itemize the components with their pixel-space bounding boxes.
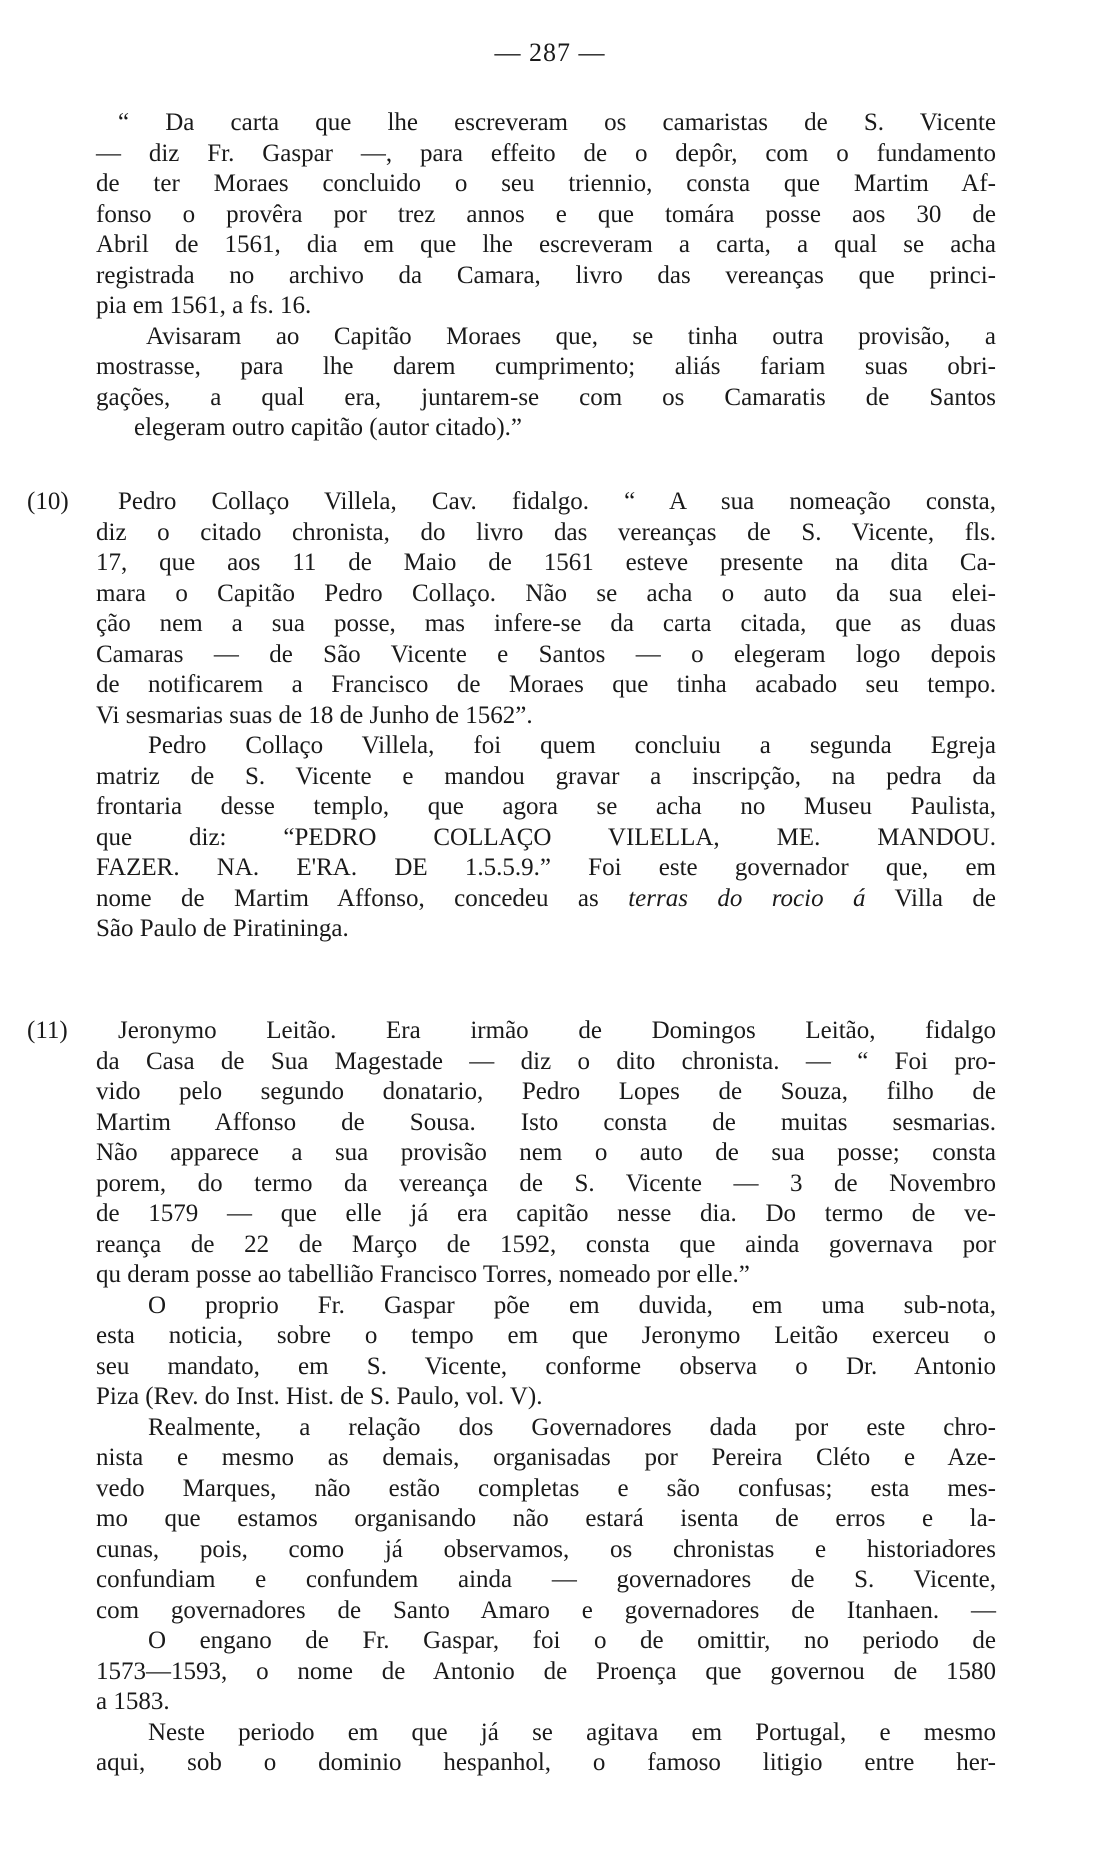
text-line: seu mandato, em S. Vicente, conforme observa o Dr. Antonio [96, 1352, 996, 1380]
text-line: vedo Marques, não estão completas e são confusas; esta mes- [96, 1474, 996, 1502]
text-line: de 1579 — que elle já era capitão nesse dia. Do termo de ve- [96, 1200, 996, 1227]
text-line: O proprio Fr. Gaspar põe em duvida, em uma sub-nota, [148, 1291, 996, 1319]
text-line: da Casa de Sua Magestade — diz o dito chronista. — “ Foi pro- [96, 1047, 996, 1075]
text-line: cunas, pois, como já observamos, os chronistas e historiadores [96, 1535, 996, 1563]
text-line: que diz: “PEDRO COLLAÇO VILELLA, ME. MANDOU. [96, 823, 996, 851]
quote-block [96, 108, 996, 444]
text-line: a 1583. [96, 1688, 170, 1715]
italic-text: á [853, 884, 866, 912]
text-line: “ Da carta que lhe escreveram os camaristas de S. Vicente [118, 109, 996, 136]
text-line: Vi sesmarias suas de 18 de Junho de 1562”. [96, 701, 533, 729]
text-line: ção nem a sua posse, mas infere-se da carta citada, que as duas [96, 610, 996, 637]
text-line: Neste periodo em que já se agitava em Portugal, e mesmo [148, 1718, 996, 1746]
text-line: aqui, sob o dominio hespanhol, o famoso litigio entre her- [96, 1749, 996, 1776]
page-number: — 287 — [494, 38, 606, 67]
text-line: mara o Capitão Pedro Collaço. Não se acha o auto da sua elei- [96, 579, 996, 607]
text-line-mixed [96, 884, 996, 915]
text-line: Pedro Collaço Villela, Cav. fidalgo. “ A sua nomeação consta, [118, 488, 996, 515]
text-line: esta noticia, sobre o tempo em que Jeronymo Leitão exerceu o [96, 1322, 996, 1349]
text-line: Jeronymo Leitão. Era irmão de Domingos Leitão, fidalgo [118, 1017, 996, 1044]
text-segment: Villa de [894, 884, 996, 912]
text-line: vido pelo segundo donatario, Pedro Lopes de Souza, filho de [96, 1078, 996, 1105]
text-line: 17, que aos 11 de Maio de 1561 esteve presente na dita Ca- [96, 549, 996, 576]
text-line: elegeram outro capitão (autor citado).” [134, 414, 523, 441]
text-line: Avisaram ao Capitão Moraes que, se tinha outra provisão, a [146, 322, 996, 350]
text-line: fonso o provêra por trez annos e que tomára posse aos 30 de [96, 200, 996, 228]
text-line: Abril de 1561, dia em que lhe escreveram a carta, a qual se acha [96, 231, 996, 258]
text-line: diz o citado chronista, do livro das vereanças de S. Vicente, fls. [96, 518, 996, 546]
text-line: Camaras — de São Vicente e Santos — o elegeram logo depois [96, 640, 996, 668]
text-line: São Paulo de Piratininga. [96, 915, 349, 942]
text-line: O engano de Fr. Gaspar, foi o de omittir, no periodo de [148, 1627, 996, 1654]
text-line: Não apparece a sua provisão nem o auto de sua posse; consta [96, 1139, 996, 1166]
text-line: porem, do termo da vereança de S. Vicente — 3 de Novembro [96, 1169, 996, 1197]
text-line: de notificarem a Francisco de Moraes que tinha acabado seu tempo. [96, 671, 996, 698]
footnote-marker: (11) [27, 1017, 68, 1044]
footnote-marker: (10) [27, 488, 69, 515]
footnote-10 [27, 487, 996, 945]
text-line: registrada no archivo da Camara, livro das vereanças que princi- [96, 261, 996, 289]
text-line: confundiam e confundem ainda — governadores de S. Vicente, [96, 1566, 996, 1593]
text-line: pia em 1561, a fs. 16. [96, 292, 312, 319]
text-line: mo que estamos organisando não estará isenta de erros e la- [96, 1505, 996, 1532]
text-line: 1573—1593, o nome de Antonio de Proença que governou de 1580 [96, 1657, 996, 1685]
text-line: de ter Moraes concluido o seu triennio, consta que Martim Af- [96, 170, 996, 197]
italic-text: terras do rocio [628, 884, 824, 912]
text-line: mostrasse, para lhe darem cumprimento; aliás fariam suas obri- [96, 353, 996, 380]
text-line: — diz Fr. Gaspar —, para effeito de o depôr, com o fundamento [96, 139, 996, 167]
text-line: Pedro Collaço Villela, foi quem concluiu a segunda Egreja [148, 732, 996, 759]
text-line: FAZER. NA. E'RA. DE 1.5.5.9.” Foi este governador que, em [96, 854, 996, 881]
text-line: nista e mesmo as demais, organisadas por Pereira Cléto e Aze- [96, 1444, 996, 1471]
text-line: Piza (Rev. do Inst. Hist. de S. Paulo, vol. V). [96, 1383, 543, 1410]
text-line: qu deram posse ao tabellião Francisco Torres, nomeado por elle.” [96, 1261, 750, 1288]
text-segment: nome de Martim Affonso, concedeu as [96, 884, 599, 912]
text-line: reança de 22 de Março de 1592, consta que ainda governava por [96, 1230, 996, 1258]
text-line: matriz de S. Vicente e mandou gravar a inscripção, na pedra da [96, 762, 996, 790]
footnote-11 [27, 1016, 996, 1779]
text-line: Martim Affonso de Sousa. Isto consta de muitas sesmarias. [96, 1108, 996, 1136]
text-line: frontaria desse templo, que agora se acha no Museu Paulista, [96, 793, 996, 820]
text-line: com governadores de Santo Amaro e governadores de Itanhaen. — [96, 1596, 996, 1624]
text-line: gações, a qual era, juntarem-se com os Camaratis de Santos [96, 383, 996, 411]
text-line: Realmente, a relação dos Governadores dada por este chro- [148, 1413, 996, 1441]
